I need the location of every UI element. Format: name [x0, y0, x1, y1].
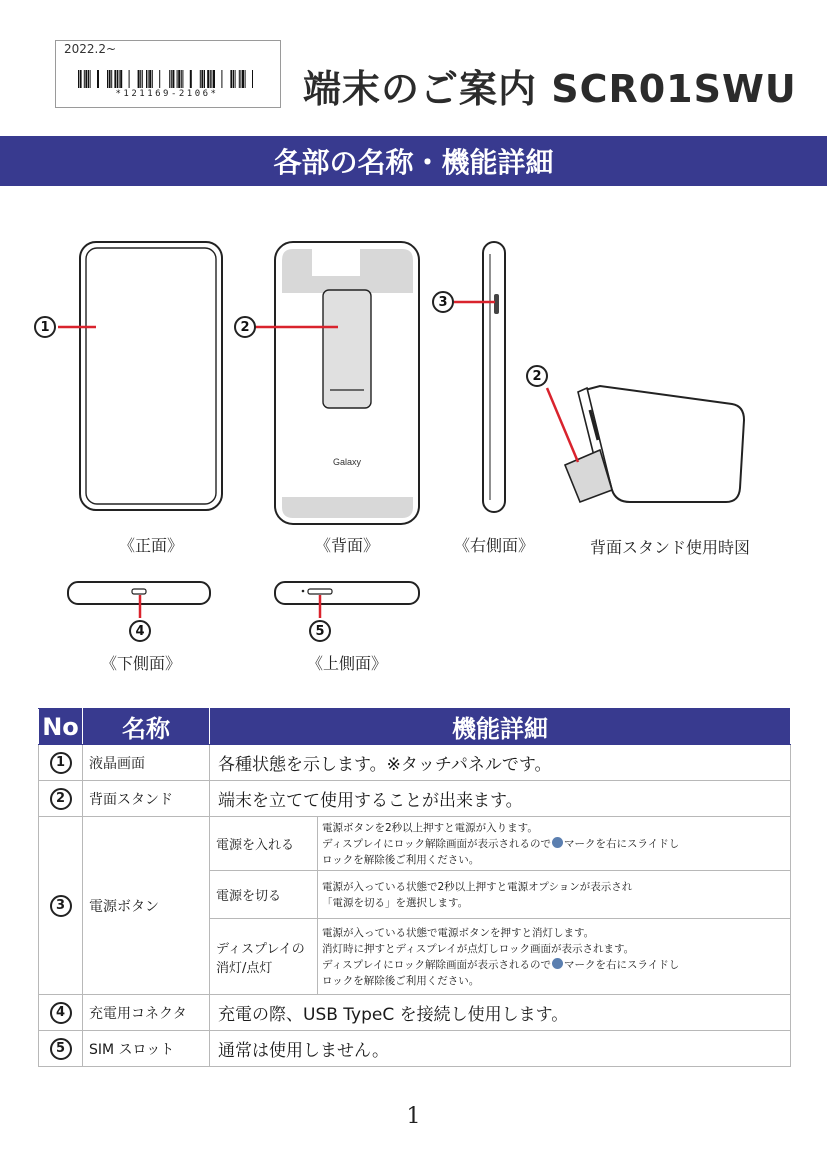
device-stand-illustration: [565, 386, 744, 502]
header-function: 機能詳細: [210, 709, 791, 745]
sub-desc-power-on: 電源ボタンを2秒以上押すと電源が入ります。 ディスプレイにロック解除画面が表示されるので マークを右にスライドし ロックを解除後ご利用ください。: [318, 817, 791, 871]
marker-3: 3: [432, 291, 454, 313]
row-number: 4: [50, 1002, 72, 1024]
page-number: 1: [406, 1104, 421, 1129]
table-row: [39, 781, 791, 817]
callout-line-stand: [547, 388, 578, 462]
caption-top-side: 《上側面》: [306, 654, 387, 673]
header-no: No: [39, 709, 83, 745]
device-diagram: [0, 190, 827, 700]
row-function: 端末を立てて使用することが出来ます。: [210, 781, 791, 817]
sub-label-power-off: 電源を切る: [210, 871, 318, 919]
sub-desc-display-toggle: 電源が入っている状態で電源ボタンを押すと消灯します。 消灯時に押すとディスプレイが点灯しロック画面が表示されます。 ディスプレイにロック解除画面が表示されるので マークを右にスライドし ロックを解除後ご利用ください。: [318, 919, 791, 995]
barcode: [78, 70, 256, 88]
header-name: 名称: [83, 709, 210, 745]
caption-stand: 背面スタンド使用時図: [589, 538, 750, 557]
marker-stand: 2: [526, 365, 548, 387]
row-name: 電源ボタン: [83, 817, 210, 995]
device-top-side-illustration: [275, 582, 419, 604]
sub-desc-power-off: 電源が入っている状態で2秒以上押すと電源オプションが表示され 「電源を切る」を選択します。: [318, 871, 791, 919]
row-number: 1: [50, 752, 72, 774]
row-name: SIM スロット: [83, 1031, 210, 1067]
row-number: 2: [50, 788, 72, 810]
caption-front: 《正面》: [118, 536, 183, 555]
date-label: 2022.2~: [64, 42, 117, 56]
unlock-icon: [552, 837, 563, 848]
row-function: 通常は使用しません。: [210, 1031, 791, 1067]
device-front-illustration: [80, 242, 222, 510]
row-name: 背面スタンド: [83, 781, 210, 817]
sub-label-power-on: 電源を入れる: [210, 817, 318, 871]
row-function: 各種状態を示します。※タッチパネルです。: [210, 745, 791, 781]
caption-right-side: 《右側面》: [453, 536, 534, 555]
row-number: 5: [50, 1038, 72, 1060]
document-title: 端末のご案内 SCR01SWU: [303, 67, 797, 111]
spec-table: [38, 708, 791, 1067]
table-header-row: [39, 709, 791, 745]
row-number: 3: [50, 895, 72, 917]
marker-4: 4: [129, 620, 151, 642]
unlock-icon: [552, 958, 563, 969]
table-row: [39, 817, 791, 871]
table-row: [39, 995, 791, 1031]
table-row: [39, 745, 791, 781]
galaxy-brand-label: Galaxy: [332, 457, 362, 467]
caption-bottom-side: 《下側面》: [100, 654, 181, 673]
device-back-illustration: [275, 242, 419, 524]
marker-2: 2: [234, 316, 256, 338]
section-title: 各部の名称・機能詳細: [273, 146, 554, 179]
caption-back: 《背面》: [314, 536, 379, 555]
row-function: 充電の際、USB TypeC を接続し使用します。: [210, 995, 791, 1031]
marker-5: 5: [309, 620, 331, 642]
sub-label-display-toggle: ディスプレイの 消灯/点灯: [210, 919, 318, 995]
table-row: [39, 1031, 791, 1067]
marker-1: 1: [34, 316, 56, 338]
barcode-number: *121169-2106*: [115, 89, 219, 99]
row-name: 充電用コネクタ: [83, 995, 210, 1031]
device-right-side-illustration: [483, 242, 505, 512]
row-name: 液晶画面: [83, 745, 210, 781]
